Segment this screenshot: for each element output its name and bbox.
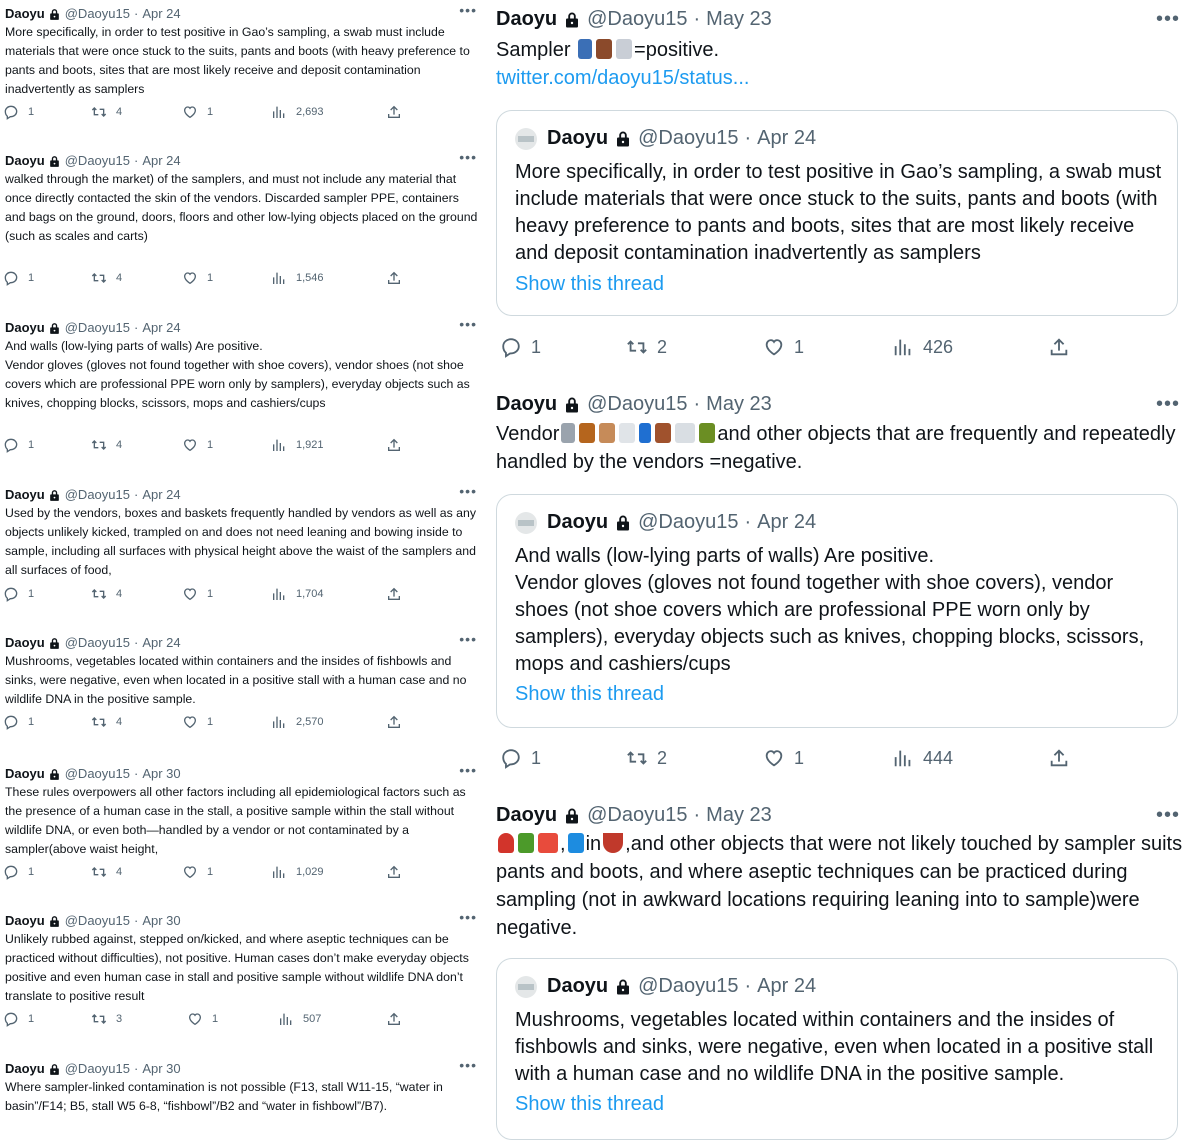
jeans-icon bbox=[578, 39, 592, 59]
share-icon bbox=[386, 104, 402, 120]
like-count: 1 bbox=[212, 1013, 219, 1025]
tweet-header: Daoyu @Daoyu15 · May 23 bbox=[496, 393, 772, 415]
like-button[interactable] bbox=[182, 104, 213, 120]
author-name[interactable]: Daoyu bbox=[5, 320, 45, 335]
show-thread-link[interactable]: Show this thread bbox=[515, 1093, 664, 1115]
share-button[interactable] bbox=[386, 864, 402, 880]
like-count: 1 bbox=[207, 588, 214, 600]
heart-icon bbox=[182, 586, 198, 602]
share-button[interactable] bbox=[386, 437, 402, 453]
lock-icon bbox=[48, 8, 61, 21]
tweet-header: Daoyu @Daoyu15 · Apr 24 bbox=[5, 6, 181, 21]
tweet-header: Daoyu @Daoyu15 · Apr 30 bbox=[5, 766, 181, 781]
views-button[interactable] bbox=[271, 586, 324, 602]
share-icon bbox=[386, 437, 402, 453]
ladder-icon bbox=[655, 423, 671, 443]
reply-button[interactable] bbox=[500, 747, 541, 769]
reply-button[interactable] bbox=[3, 714, 34, 730]
reply-count: 1 bbox=[531, 336, 542, 357]
tweet-header: Daoyu @Daoyu15 · Apr 24 bbox=[5, 487, 181, 502]
tweet-date[interactable]: Apr 24 bbox=[142, 487, 181, 502]
author-handle[interactable]: @Daoyu15 bbox=[64, 320, 130, 335]
more-options-icon[interactable]: ••• bbox=[459, 316, 477, 332]
tweet-date[interactable]: May 23 bbox=[706, 804, 772, 826]
author-name[interactable]: Daoyu bbox=[5, 153, 45, 168]
views-icon bbox=[271, 437, 287, 453]
retweet-button[interactable] bbox=[91, 864, 122, 880]
lock-icon bbox=[48, 768, 61, 781]
like-count: 1 bbox=[207, 272, 214, 284]
reply-count: 1 bbox=[28, 272, 35, 284]
lock-icon bbox=[48, 322, 61, 335]
lock-icon bbox=[48, 1063, 61, 1076]
reply-button[interactable] bbox=[500, 336, 541, 358]
author-handle[interactable]: @Daoyu15 bbox=[64, 153, 130, 168]
reply-button[interactable] bbox=[3, 864, 34, 880]
views-button[interactable] bbox=[271, 104, 324, 120]
share-button[interactable] bbox=[386, 1011, 402, 1027]
basket-icon bbox=[579, 423, 595, 443]
retweet-button[interactable] bbox=[626, 747, 667, 769]
box-icon bbox=[599, 423, 615, 443]
views-icon bbox=[271, 586, 287, 602]
author-handle[interactable]: @Daoyu15 bbox=[64, 487, 130, 502]
lock-icon bbox=[614, 130, 632, 148]
lock-icon bbox=[614, 978, 632, 996]
retweet-button[interactable] bbox=[91, 1011, 122, 1027]
views-icon bbox=[271, 714, 287, 730]
view-count: 444 bbox=[923, 747, 954, 768]
share-button[interactable] bbox=[386, 104, 402, 120]
tweet-date[interactable]: Apr 24 bbox=[142, 635, 181, 650]
reply-icon bbox=[3, 714, 19, 730]
author-name: Daoyu bbox=[547, 127, 609, 149]
tweet-text: , in ,and other objects that were not likely touched by sampler suits pants and boots, and where aseptic techniques can be practiced during sampling (not in awkward locations requiring leaning into to sample)were negative. bbox=[496, 833, 1183, 939]
like-button[interactable] bbox=[182, 270, 213, 286]
lock-icon bbox=[563, 11, 581, 29]
retweet-count: 4 bbox=[116, 716, 123, 728]
retweet-icon bbox=[91, 104, 107, 120]
share-icon bbox=[1048, 747, 1070, 769]
retweet-count: 3 bbox=[116, 1013, 123, 1025]
reply-icon bbox=[3, 1011, 19, 1027]
reply-button[interactable] bbox=[3, 104, 34, 120]
lock-icon bbox=[48, 489, 61, 502]
reply-icon bbox=[500, 747, 522, 769]
author-name[interactable]: Daoyu bbox=[5, 913, 45, 928]
tweet-date[interactable]: Apr 24 bbox=[142, 153, 181, 168]
tweet[interactable] bbox=[5, 2, 479, 99]
retweet-count: 2 bbox=[657, 747, 668, 768]
retweet-icon bbox=[626, 336, 648, 358]
heart-icon bbox=[763, 336, 785, 358]
more-options-icon[interactable]: ••• bbox=[459, 1057, 477, 1073]
author-name: Daoyu bbox=[547, 511, 609, 533]
like-button[interactable] bbox=[182, 864, 213, 880]
more-options-icon[interactable]: ••• bbox=[459, 2, 477, 18]
retweet-count: 4 bbox=[116, 439, 123, 451]
tweet-text: walked through the market) of the samplers, and must not include any material that once directly contacted the skin of the vendors. Discarded sampler PPE, containers and bags on the ground, doors, floors and other low-lying objects placed on the ground (such as scales and carts) bbox=[5, 172, 478, 243]
bathtub-icon bbox=[675, 423, 695, 443]
tweet-header: Daoyu @Daoyu15 · May 23 bbox=[496, 804, 772, 826]
more-options-icon[interactable]: ••• bbox=[1155, 8, 1180, 30]
tweet-text: Vendor and other objects that are frequently and repeatedly handled by the vendors =negative. bbox=[496, 423, 1176, 473]
reply-count: 1 bbox=[531, 747, 542, 768]
views-button[interactable] bbox=[271, 437, 324, 453]
like-count: 1 bbox=[207, 439, 214, 451]
heart-icon bbox=[182, 104, 198, 120]
reply-count: 1 bbox=[28, 439, 35, 451]
share-button[interactable] bbox=[1048, 747, 1070, 769]
reply-count: 1 bbox=[28, 588, 35, 600]
tweet-text: More specifically, in order to test positive in Gao’s sampling, a swab must include materials that were once stuck to the suits, pants and boots (with heavy preference to pants and boots, sites that are most likely receive and deposit contamination inadvertently as samplers bbox=[5, 25, 470, 96]
reply-count: 1 bbox=[28, 716, 35, 728]
cup-icon bbox=[619, 423, 635, 443]
views-button[interactable] bbox=[278, 1011, 321, 1027]
author-name[interactable]: Daoyu bbox=[496, 393, 558, 415]
share-button[interactable] bbox=[386, 586, 402, 602]
retweet-button[interactable] bbox=[626, 336, 667, 358]
author-name[interactable]: Daoyu bbox=[5, 1061, 45, 1076]
lock-icon bbox=[48, 915, 61, 928]
author-name[interactable]: Daoyu bbox=[496, 8, 558, 30]
tweet[interactable] bbox=[5, 762, 479, 859]
share-icon bbox=[1048, 336, 1070, 358]
reply-icon bbox=[3, 104, 19, 120]
share-button[interactable] bbox=[1048, 336, 1070, 358]
share-icon bbox=[386, 1011, 402, 1027]
tweet-header: Daoyu @Daoyu15 · Apr 24 bbox=[5, 320, 181, 335]
quoted-tweet[interactable] bbox=[496, 110, 1178, 316]
retweet-icon bbox=[626, 747, 648, 769]
heart-icon bbox=[182, 437, 198, 453]
like-button[interactable] bbox=[182, 714, 213, 730]
share-icon bbox=[386, 864, 402, 880]
suit-icon bbox=[616, 39, 632, 59]
quote-header: Daoyu @Daoyu15 · Apr 24 bbox=[515, 127, 816, 150]
retweet-icon bbox=[91, 1011, 107, 1027]
show-thread-link[interactable]: Show this thread bbox=[515, 683, 664, 705]
reply-count: 1 bbox=[28, 106, 35, 118]
views-button[interactable] bbox=[892, 747, 953, 769]
tweet-date[interactable]: Apr 24 bbox=[142, 320, 181, 335]
retweet-button[interactable] bbox=[91, 270, 122, 286]
like-count: 1 bbox=[794, 747, 805, 768]
tweet-text: Used by the vendors, boxes and baskets frequently handled by vendors as well as any objects unlikely kicked, trampled on and does not need leaning and bowing inside to sample, including all surfaces with physical height above the waist of the samplers and all surfaces of food, bbox=[5, 506, 476, 577]
reply-count: 1 bbox=[28, 866, 35, 878]
like-count: 1 bbox=[207, 866, 214, 878]
reply-icon bbox=[3, 864, 19, 880]
share-button[interactable] bbox=[386, 270, 402, 286]
reply-icon bbox=[500, 336, 522, 358]
share-button[interactable] bbox=[386, 714, 402, 730]
tweet[interactable] bbox=[5, 1057, 479, 1116]
quote-header: Daoyu @Daoyu15 · Apr 24 bbox=[515, 975, 816, 998]
tweet-header: Daoyu @Daoyu15 · Apr 24 bbox=[5, 153, 181, 168]
reply-count: 1 bbox=[28, 1013, 35, 1025]
tweet-text: Mushrooms, vegetables located within containers and the insides of fishbowls and sinks, were negative, even when located in a positive stall with a human case and no wildlife DNA in the positive sample. bbox=[5, 654, 467, 706]
views-button[interactable] bbox=[892, 336, 953, 358]
like-count: 1 bbox=[207, 106, 214, 118]
tweet-date[interactable]: Apr 30 bbox=[142, 766, 181, 781]
author-name[interactable]: Daoyu bbox=[5, 487, 45, 502]
lock-icon bbox=[614, 514, 632, 532]
tweet-date: Apr 24 bbox=[757, 511, 817, 533]
tweet-date[interactable]: Apr 30 bbox=[142, 913, 181, 928]
share-icon bbox=[386, 586, 402, 602]
tweet-text: Sampler =positive. twitter.com/daoyu15/status... bbox=[496, 39, 750, 89]
tweet[interactable] bbox=[5, 909, 479, 1006]
more-options-icon[interactable]: ••• bbox=[1155, 393, 1180, 415]
views-icon bbox=[892, 336, 914, 358]
mushroom-icon bbox=[498, 833, 514, 853]
tweet-header: Daoyu @Daoyu15 · May 23 bbox=[496, 8, 772, 30]
retweet-count: 4 bbox=[116, 588, 123, 600]
view-count: 1,546 bbox=[296, 272, 324, 284]
tweet-date[interactable]: May 23 bbox=[706, 393, 772, 415]
retweet-button[interactable] bbox=[91, 104, 122, 120]
heart-icon bbox=[187, 1011, 203, 1027]
retweet-button[interactable] bbox=[91, 714, 122, 730]
quote-text: Mushrooms, vegetables located within containers and the insides of fishbowls and sinks, were negative, even when located in a positive stall with a human case and no wildlife DNA in the positive sample. bbox=[515, 1009, 1154, 1085]
view-count: 1,704 bbox=[296, 588, 324, 600]
wave-icon bbox=[568, 833, 584, 853]
quote-text: And walls (low-lying parts of walls) Are positive. Vendor gloves (gloves not found together with shoe covers), vendor shoes (not shoe covers which are professional PPE worn only by samplers), everyday objects such as knives, chopping blocks, scissors, mops and cashiers/cups bbox=[515, 545, 1145, 675]
retweet-icon bbox=[91, 864, 107, 880]
fish-icon bbox=[538, 833, 558, 853]
quote-text: More specifically, in order to test positive in Gao’s sampling, a swab must include materials that were once stuck to the suits, pants and boots (with heavy preference to pants and boots, sites that are most likely receive and deposit contamination inadvertently as samplers bbox=[515, 161, 1162, 264]
author-handle[interactable]: @Daoyu15 bbox=[64, 1061, 130, 1076]
more-options-icon[interactable]: ••• bbox=[459, 909, 477, 925]
like-button[interactable] bbox=[187, 1011, 218, 1027]
lock-icon bbox=[48, 637, 61, 650]
author-handle[interactable]: @Daoyu15 bbox=[64, 6, 130, 21]
retweet-count: 4 bbox=[116, 272, 123, 284]
retweet-count: 2 bbox=[657, 336, 668, 357]
tweet[interactable] bbox=[5, 631, 479, 709]
views-icon bbox=[271, 864, 287, 880]
more-options-icon[interactable]: ••• bbox=[459, 762, 477, 778]
tweet-link[interactable]: twitter.com/daoyu15/status... bbox=[496, 67, 750, 89]
view-count: 507 bbox=[303, 1013, 322, 1025]
tweet-date[interactable]: May 23 bbox=[706, 8, 772, 30]
quoted-tweet[interactable] bbox=[496, 958, 1178, 1140]
tweet-date: Apr 24 bbox=[757, 975, 817, 997]
author-handle[interactable]: @Daoyu15 bbox=[64, 766, 130, 781]
more-options-icon[interactable]: ••• bbox=[1155, 804, 1180, 826]
author-handle: @Daoyu15 bbox=[638, 511, 739, 533]
tweet-header: Daoyu @Daoyu15 · Apr 30 bbox=[5, 913, 181, 928]
tweet-text: Where sampler-linked contamination is not possible (F13, stall W11-15, “water in basin”/F14; B5, stall W5 6-8, “fishbowl”/B2 and “water in fishbowl”/B7). bbox=[5, 1080, 443, 1113]
tweet-date[interactable]: Apr 24 bbox=[142, 6, 181, 21]
tweet-text: Unlikely rubbed against, stepped on/kicked, and where aseptic techniques can be practiced without difficulties), not positive. Human cases don’t make everyday objects positive and even human case in stall and positive sample without wildlife DNA don’t translate to positive result bbox=[5, 932, 469, 1003]
views-icon bbox=[278, 1011, 294, 1027]
views-icon bbox=[892, 747, 914, 769]
views-button[interactable] bbox=[271, 270, 324, 286]
heart-icon bbox=[182, 864, 198, 880]
retweet-button[interactable] bbox=[91, 437, 122, 453]
retweet-icon bbox=[91, 270, 107, 286]
like-button[interactable] bbox=[763, 747, 804, 769]
author-name[interactable]: Daoyu bbox=[5, 635, 45, 650]
quote-header: Daoyu @Daoyu15 · Apr 24 bbox=[515, 511, 816, 534]
author-name: Daoyu bbox=[547, 975, 609, 997]
view-count: 1,921 bbox=[296, 439, 324, 451]
avatar[interactable] bbox=[515, 128, 537, 150]
author-name[interactable]: Daoyu bbox=[5, 766, 45, 781]
retweet-icon bbox=[91, 714, 107, 730]
view-count: 2,693 bbox=[296, 106, 324, 118]
retweet-icon bbox=[91, 437, 107, 453]
more-options-icon[interactable]: ••• bbox=[459, 149, 477, 165]
more-options-icon[interactable]: ••• bbox=[459, 631, 477, 647]
share-icon bbox=[386, 714, 402, 730]
view-count: 426 bbox=[923, 336, 954, 357]
boot-icon bbox=[596, 39, 612, 59]
reply-button[interactable] bbox=[3, 586, 34, 602]
show-thread-link[interactable]: Show this thread bbox=[515, 273, 664, 295]
like-button[interactable] bbox=[182, 586, 213, 602]
author-handle[interactable]: @Daoyu15 bbox=[64, 635, 130, 650]
leafy-green-icon bbox=[518, 833, 534, 853]
lock-icon bbox=[563, 396, 581, 414]
retweet-count: 4 bbox=[116, 866, 123, 878]
avatar[interactable] bbox=[515, 512, 537, 534]
heart-icon bbox=[763, 747, 785, 769]
tweet-date[interactable]: Apr 30 bbox=[142, 1061, 181, 1076]
views-icon bbox=[271, 104, 287, 120]
tweet-date: Apr 24 bbox=[757, 127, 817, 149]
tweet-text: And walls (low-lying parts of walls) Are positive. Vendor gloves (gloves not found together with shoe covers), vendor shoes (not shoe covers which are professional PPE worn only by samplers), everyday objects such as knives, chopping blocks, scissors, mops and cashiers/cups bbox=[5, 339, 470, 410]
retweet-icon bbox=[91, 586, 107, 602]
tweet[interactable] bbox=[5, 149, 479, 246]
share-icon bbox=[386, 270, 402, 286]
tweet[interactable] bbox=[5, 316, 479, 413]
avatar[interactable] bbox=[515, 976, 537, 998]
author-name[interactable]: Daoyu bbox=[496, 804, 558, 826]
reply-icon bbox=[3, 437, 19, 453]
views-button[interactable] bbox=[271, 714, 324, 730]
author-handle[interactable]: @Daoyu15 bbox=[64, 913, 130, 928]
heart-icon bbox=[182, 270, 198, 286]
retweet-count: 4 bbox=[116, 106, 123, 118]
tweet-header: Daoyu @Daoyu15 · Apr 24 bbox=[5, 635, 181, 650]
author-handle: @Daoyu15 bbox=[638, 975, 739, 997]
views-icon bbox=[271, 270, 287, 286]
author-handle: @Daoyu15 bbox=[638, 127, 739, 149]
author-handle[interactable]: @Daoyu15 bbox=[587, 8, 688, 30]
tweet-header: Daoyu @Daoyu15 · Apr 30 bbox=[5, 1061, 181, 1076]
reply-button[interactable] bbox=[3, 270, 34, 286]
author-handle[interactable]: @Daoyu15 bbox=[587, 804, 688, 826]
author-name[interactable]: Daoyu bbox=[5, 6, 45, 21]
views-button[interactable] bbox=[271, 864, 324, 880]
inbox-icon bbox=[699, 423, 715, 443]
author-handle[interactable]: @Daoyu15 bbox=[587, 393, 688, 415]
more-options-icon[interactable]: ••• bbox=[459, 483, 477, 499]
lock-icon bbox=[48, 155, 61, 168]
like-count: 1 bbox=[207, 716, 214, 728]
reply-button[interactable] bbox=[3, 1011, 34, 1027]
like-button[interactable] bbox=[763, 336, 804, 358]
tweet[interactable] bbox=[5, 483, 479, 580]
phone-icon bbox=[639, 423, 651, 443]
reply-icon bbox=[3, 586, 19, 602]
retweet-button[interactable] bbox=[91, 586, 122, 602]
view-count: 1,029 bbox=[296, 866, 324, 878]
bowl-icon bbox=[603, 833, 623, 853]
reply-button[interactable] bbox=[3, 437, 34, 453]
tweet-text: These rules overpowers all other factors including all epidemiological factors such as the presence of a human case in the stall, a positive sample within the stall without wildlife DNA, or even both—handled by a vendor or not contaminated by a sampler(above waist height, bbox=[5, 785, 466, 856]
like-count: 1 bbox=[794, 336, 805, 357]
quoted-tweet[interactable] bbox=[496, 494, 1178, 728]
lock-icon bbox=[563, 807, 581, 825]
view-count: 2,570 bbox=[296, 716, 324, 728]
knife-icon bbox=[561, 423, 575, 443]
heart-icon bbox=[182, 714, 198, 730]
reply-icon bbox=[3, 270, 19, 286]
like-button[interactable] bbox=[182, 437, 213, 453]
